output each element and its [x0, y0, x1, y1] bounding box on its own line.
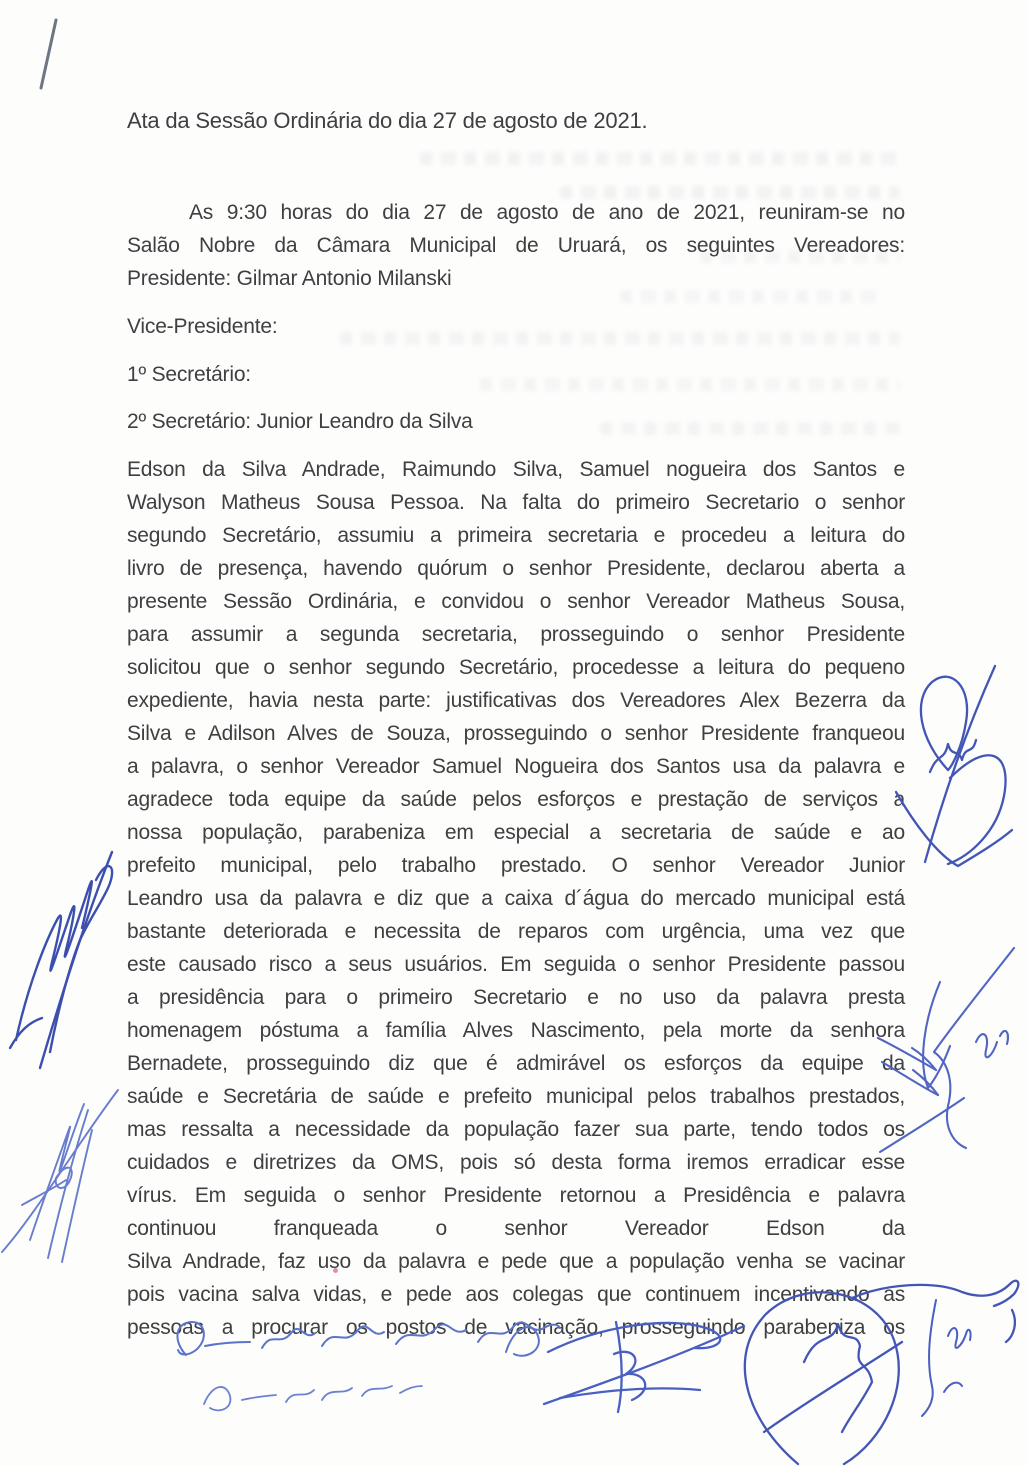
text-line: As 9:30 horas do dia 27 de agosto de ano de 2021, reuniram-se no: [189, 201, 905, 224]
paragraph-primeiro-secretario: [127, 358, 905, 391]
text-line: livro de presença, havendo quórum o senhor Presidente, declarou aberta a: [127, 557, 905, 580]
text-line: segundo Secretário, assumiu a primeira secretaria e procedeu a leitura do: [127, 524, 905, 547]
text-line: Edson da Silva Andrade, Raimundo Silva, Samuel nogueira dos Santos e: [127, 458, 905, 481]
text-line: homenagem póstuma a família Alves Nascimento, pela morte da senhora: [127, 1019, 905, 1042]
text-line: Presidente: Gilmar Antonio Milanski: [127, 267, 452, 290]
paragraph-segundo-secretario: [127, 405, 905, 438]
text-line: pessoas a procurar os postos de vacinação, prosseguindo parabeniza os: [127, 1316, 905, 1339]
text-line: saúde e Secretária de saúde e prefeito municipal pelos trabalhos prestados,: [127, 1085, 905, 1108]
document-body: [127, 196, 905, 1344]
text-line: vírus. Em seguida o senhor Presidente retornou a Presidência e palavra: [127, 1184, 905, 1207]
text-line: presente Sessão Ordinária, e convidou o senhor Vereador Matheus Sousa,: [127, 590, 905, 613]
text-line: agradece toda equipe da saúde pelos esforços e prestação de serviços a: [127, 788, 905, 811]
document-content: [127, 0, 905, 1344]
text-line: Walyson Matheus Sousa Pessoa. Na falta do primeiro Secretario o senhor: [127, 491, 905, 514]
paragraph-opening: [127, 196, 905, 295]
text-line: este causado risco a seus usuários. Em seguida o senhor Presidente passou: [127, 953, 905, 976]
text-line: pois vacina salva vidas, e pede aos colegas que continuem incentivando as: [127, 1283, 905, 1306]
text-line: cuidados e diretrizes da OMS, pois só desta forma iremos erradicar esse: [127, 1151, 905, 1174]
paragraph-vice-presidente: [127, 310, 905, 343]
text-line: para assumir a segunda secretaria, prosseguindo o senhor Presidente: [127, 623, 905, 646]
text-line: Vice-Presidente:: [127, 315, 278, 338]
text-line: Silva Andrade, faz uso da palavra e pede que a população venha se vacinar: [127, 1250, 905, 1273]
text-line: 1º Secretário:: [127, 363, 251, 386]
text-line: nossa população, parabeniza em especial a secretaria de saúde e ao: [127, 821, 905, 844]
text-line: 2º Secretário: Junior Leandro da Silva: [127, 410, 473, 433]
page-title: Ata da Sessão Ordinária do dia 27 de agosto de 2021.: [127, 108, 648, 133]
text-line: solicitou que o senhor segundo Secretário, procedesse a leitura do pequeno: [127, 656, 905, 679]
text-line: mas ressalta a necessidade da população fazer sua parte, tendo todos os: [127, 1118, 905, 1141]
text-line: Bernadete, prosseguindo diz que é admirável os esforços da equipe da: [127, 1052, 905, 1075]
text-line: prefeito municipal, pelo trabalho prestado. O senhor Vereador Junior: [127, 854, 905, 877]
text-line: Salão Nobre da Câmara Municipal de Uruará, os seguintes Vereadores:: [127, 234, 905, 257]
text-line: Silva e Adilson Alves de Souza, prosseguindo o senhor Presidente franqueou: [127, 722, 905, 745]
text-line: a palavra, o senhor Vereador Samuel Nogueira dos Santos usa da palavra e: [127, 755, 905, 778]
text-line: Leandro usa da palavra e diz que a caixa d´água do mercado municipal está: [127, 887, 905, 910]
paragraph-body: [127, 453, 905, 1344]
text-line: continuou franqueada o senhor Vereador Edson da: [127, 1217, 905, 1240]
text-line: a presidência para o primeiro Secretario e no uso da palavra presta: [127, 986, 905, 1009]
text-line: expediente, havia nesta parte: justificativas dos Vereadores Alex Bezerra da: [127, 689, 905, 712]
text-line: bastante deteriorada e necessita de reparos com urgência, uma vez que: [127, 920, 905, 943]
